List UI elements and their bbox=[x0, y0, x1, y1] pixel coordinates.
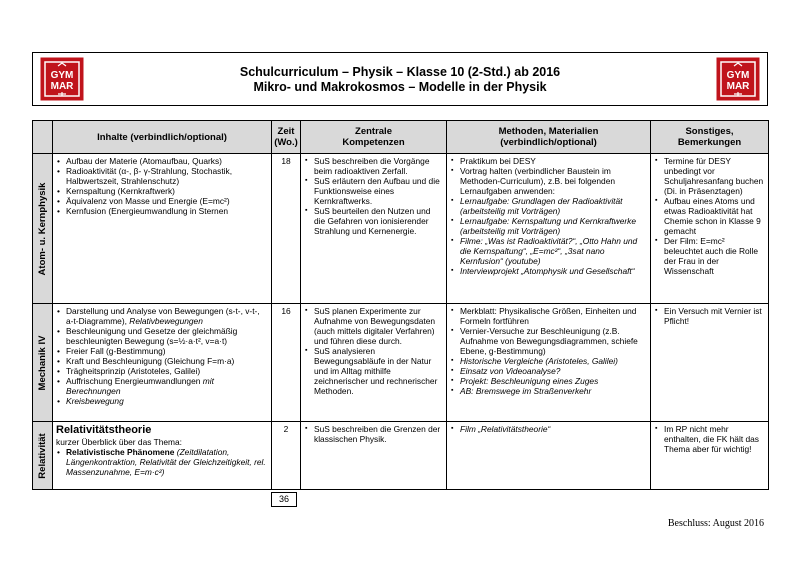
list-item: ▪ Termine für DESY unbedingt vor Schuljahresanfang buchen (Di. in Präsenztagen) bbox=[654, 156, 765, 196]
sonstiges-cell bbox=[651, 422, 769, 490]
svg-text:MAR: MAR bbox=[50, 81, 74, 92]
list-item: ▪ Der Film: E=mc² beleuchtet auch die Rolle der Frau in der Wissenschaft bbox=[654, 236, 765, 276]
header-box bbox=[32, 52, 768, 106]
zeit-cell: 2 bbox=[272, 422, 301, 490]
list-item: • Beschleunigung und Gesetze der gleichmäßig beschleunigten Bewegung (s=½·a·t², v=a·t) bbox=[56, 326, 268, 346]
list-item: ▪ Historische Vergleiche (Aristoteles, Galilei) bbox=[450, 356, 647, 366]
gymmar-logo-icon bbox=[715, 56, 761, 102]
methoden-cell bbox=[447, 422, 651, 490]
zeit-cell: 16 bbox=[272, 304, 301, 422]
list-item: • Radioaktivität (α-, β- γ-Strahlung, Stochastik, Halbwertszeit, Strahlenschutz) bbox=[56, 166, 268, 186]
section-subtitle: kurzer Überblick über das Thema: bbox=[56, 437, 182, 447]
inhalte-cell bbox=[53, 154, 272, 304]
header-methoden: Methoden, Materialien (verbindlich/optional) bbox=[447, 121, 651, 154]
header-corner bbox=[33, 121, 53, 154]
list-item: ▪ Lernaufgabe: Grundlagen der Radioaktivität (arbeitsteilig mit Vorträgen) bbox=[450, 196, 647, 216]
header-sonstiges: Sonstiges, Bemerkungen bbox=[651, 121, 769, 154]
list-item: ▪ SuS beschreiben die Vorgänge beim radioaktiven Zerfall. bbox=[304, 156, 443, 176]
table-row bbox=[33, 304, 769, 422]
table-header-row bbox=[33, 121, 769, 154]
kompetenzen-cell bbox=[301, 422, 447, 490]
row-label-mechanik: Mechanik IV bbox=[33, 304, 53, 422]
list-item: ▪ Praktikum bei DESY bbox=[450, 156, 647, 166]
list-item: ▪ Vortrag halten (verbindlicher Baustein im Methoden-Curriculum), z.B. bei folgenden Lernaufgaben anwenden: bbox=[450, 166, 647, 196]
list-item: ▪ Vernier-Versuche zur Beschleunigung (z.B. Aufnahme von Bewegungsdiagrammen, schiefe Ebene, g-Bestimmung) bbox=[450, 326, 647, 356]
list-item: ▪ SuS beschreiben die Grenzen der klassischen Physik. bbox=[304, 424, 443, 444]
section-title: Relativitätstheorie bbox=[56, 424, 152, 436]
table-row bbox=[33, 422, 769, 490]
list-item: ▪ Filme: „Was ist Radioaktivität?“, „Otto Hahn und die Kernspaltung“, „E=mc²“, „3sat nano Kernfusion“ (youtube) bbox=[450, 236, 647, 266]
list-item: ▪ SuS erläutern den Aufbau und die Funktionsweise eines Kernkraftwerks. bbox=[304, 176, 443, 206]
list-item: • Kreisbewegung bbox=[56, 396, 268, 406]
list-item: ▪ SuS beurteilen den Nutzen und die Gefahren von ionisierender Strahlung und Kernenergie. bbox=[304, 206, 443, 236]
list-item: • Kernspaltung (Kernkraftwerk) bbox=[56, 186, 268, 196]
list-item: ▪ Im RP nicht mehr enthalten, die FK hält das Thema aber für wichtig! bbox=[654, 424, 765, 454]
list-item: • Relativistische Phänomene (Zeitdilatation, Längenkontraktion, Relativität der Gleichzeitigkeit, rel. Massenzunahme, E=m·c²) bbox=[56, 447, 268, 477]
methoden-cell bbox=[447, 304, 651, 422]
list-item: ▪ Lernaufgabe: Kernspaltung und Kernkraftwerke (arbeitsteilig mit Vorträgen) bbox=[450, 216, 647, 236]
list-item: ▪ Projekt: Beschleunigung eines Zuges bbox=[450, 376, 647, 386]
page-title bbox=[33, 65, 767, 95]
kompetenzen-cell bbox=[301, 154, 447, 304]
curriculum-table bbox=[32, 120, 769, 490]
sonstiges-cell bbox=[651, 154, 769, 304]
header-inhalte: Inhalte (verbindlich/optional) bbox=[53, 121, 272, 154]
zeit-cell: 18 bbox=[272, 154, 301, 304]
row-label-atom: Atom- u. Kernphysik bbox=[33, 154, 53, 304]
list-item: • Aufbau der Materie (Atomaufbau, Quarks) bbox=[56, 156, 268, 166]
inhalte-cell bbox=[53, 304, 272, 422]
list-item: ▪ Interviewprojekt „Atomphysik und Gesellschaft“ bbox=[450, 266, 647, 276]
svg-text:MAR: MAR bbox=[726, 81, 750, 92]
list-item: • Darstellung und Analyse von Bewegungen (s-t-, v-t-, a-t-Diagramme), Relativbewegungen bbox=[56, 306, 268, 326]
list-item: ▪ AB: Bremswege im Straßenverkehr bbox=[450, 386, 647, 396]
title-line-2: Mikro- und Makrokosmos – Modelle in der Physik bbox=[253, 80, 547, 94]
table-row bbox=[33, 154, 769, 304]
list-item: ▪ SuS planen Experimente zur Aufnahme von Bewegungsdaten (auch mittels digitaler Verfahren) und führen diese durch. bbox=[304, 306, 443, 346]
list-item: • Äquivalenz von Masse und Energie (E=mc²) bbox=[56, 196, 268, 206]
list-item: • Kraft und Beschleunigung (Gleichung F=m·a) bbox=[56, 356, 268, 366]
inhalte-cell bbox=[53, 422, 272, 490]
list-item: ▪ SuS analysieren Bewegungsabläufe in der Natur und im Alltag mithilfe zeichnerischer und rechnerischer Methoden. bbox=[304, 346, 443, 396]
list-item: • Auffrischung Energieumwandlungen mit Berechnungen bbox=[56, 376, 268, 396]
list-item: • Kernfusion (Energieumwandlung in Sternen bbox=[56, 206, 268, 216]
list-item: ▪ Merkblatt: Physikalische Größen, Einheiten und Formeln fortführen bbox=[450, 306, 647, 326]
list-item: ▪ Film „Relativitätstheorie“ bbox=[450, 424, 647, 434]
svg-text:GYM: GYM bbox=[726, 70, 750, 81]
school-logo-right bbox=[715, 56, 761, 102]
list-item: ▪ Einsatz von Videoanalyse? bbox=[450, 366, 647, 376]
row-label-relativitaet: Relativität bbox=[33, 422, 53, 490]
list-item: • Freier Fall (g-Bestimmung) bbox=[56, 346, 268, 356]
header-kompetenzen: Zentrale Kompetenzen bbox=[301, 121, 447, 154]
header-zeit: Zeit (Wo.) bbox=[272, 121, 301, 154]
list-item: • Trägheitsprinzip (Aristoteles, Galilei) bbox=[56, 366, 268, 376]
total-weeks: 36 bbox=[271, 492, 297, 507]
footer-beschluss: Beschluss: August 2016 bbox=[667, 518, 764, 529]
svg-text:GYM: GYM bbox=[50, 70, 74, 81]
kompetenzen-cell bbox=[301, 304, 447, 422]
list-item: ▪ Ein Versuch mit Vernier ist Pflicht! bbox=[654, 306, 765, 326]
title-line-1: Schulcurriculum – Physik – Klasse 10 (2-Std.) ab 2016 bbox=[239, 65, 561, 79]
list-item: ▪ Aufbau eines Atoms und etwas Radioaktivität hat Chemie schon in Klasse 9 gemacht bbox=[654, 196, 765, 236]
methoden-cell bbox=[447, 154, 651, 304]
sonstiges-cell bbox=[651, 304, 769, 422]
